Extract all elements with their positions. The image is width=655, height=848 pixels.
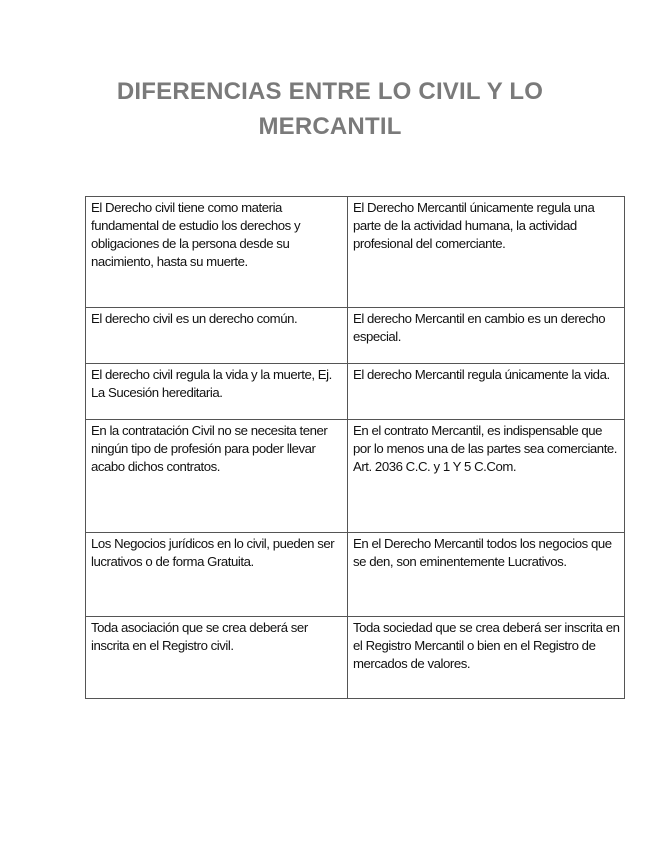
table-row bbox=[86, 197, 625, 308]
civil-cell: El derecho civil regula la vida y la muerte, Ej. La Sucesión hereditaria. bbox=[86, 364, 348, 420]
mercantil-cell: El derecho Mercantil en cambio es un derecho especial. bbox=[348, 308, 625, 364]
civil-cell: El derecho civil es un derecho común. bbox=[86, 308, 348, 364]
civil-cell: El Derecho civil tiene como materia fundamental de estudio los derechos y obligaciones de la persona desde su nacimiento, hasta su muerte. bbox=[86, 197, 348, 308]
mercantil-cell: El Derecho Mercantil únicamente regula una parte de la actividad humana, la actividad profesional del comerciante. bbox=[348, 197, 625, 308]
table-row bbox=[86, 420, 625, 533]
table-row bbox=[86, 364, 625, 420]
mercantil-cell: En el contrato Mercantil, es indispensable que por lo menos una de las partes sea comerciante. Art. 2036 C.C. y 1 Y 5 C.Com. bbox=[348, 420, 625, 533]
mercantil-cell: En el Derecho Mercantil todos los negocios que se den, son eminentemente Lucrativos. bbox=[348, 533, 625, 617]
mercantil-cell: El derecho Mercantil regula únicamente la vida. bbox=[348, 364, 625, 420]
civil-cell: En la contratación Civil no se necesita tener ningún tipo de profesión para poder llevar acabo dichos contratos. bbox=[86, 420, 348, 533]
table-row bbox=[86, 617, 625, 699]
table-row bbox=[86, 308, 625, 364]
page-title: DIFERENCIAS ENTRE LO CIVIL Y LO MERCANTIL bbox=[116, 78, 544, 140]
mercantil-cell: Toda sociedad que se crea deberá ser inscrita en el Registro Mercantil o bien en el Registro de mercados de valores. bbox=[348, 617, 625, 699]
comparison-table bbox=[85, 196, 625, 699]
table-row bbox=[86, 533, 625, 617]
civil-cell: Toda asociación que se crea deberá ser inscrita en el Registro civil. bbox=[86, 617, 348, 699]
civil-cell: Los Negocios jurídicos en lo civil, pueden ser lucrativos o de forma Gratuita. bbox=[86, 533, 348, 617]
